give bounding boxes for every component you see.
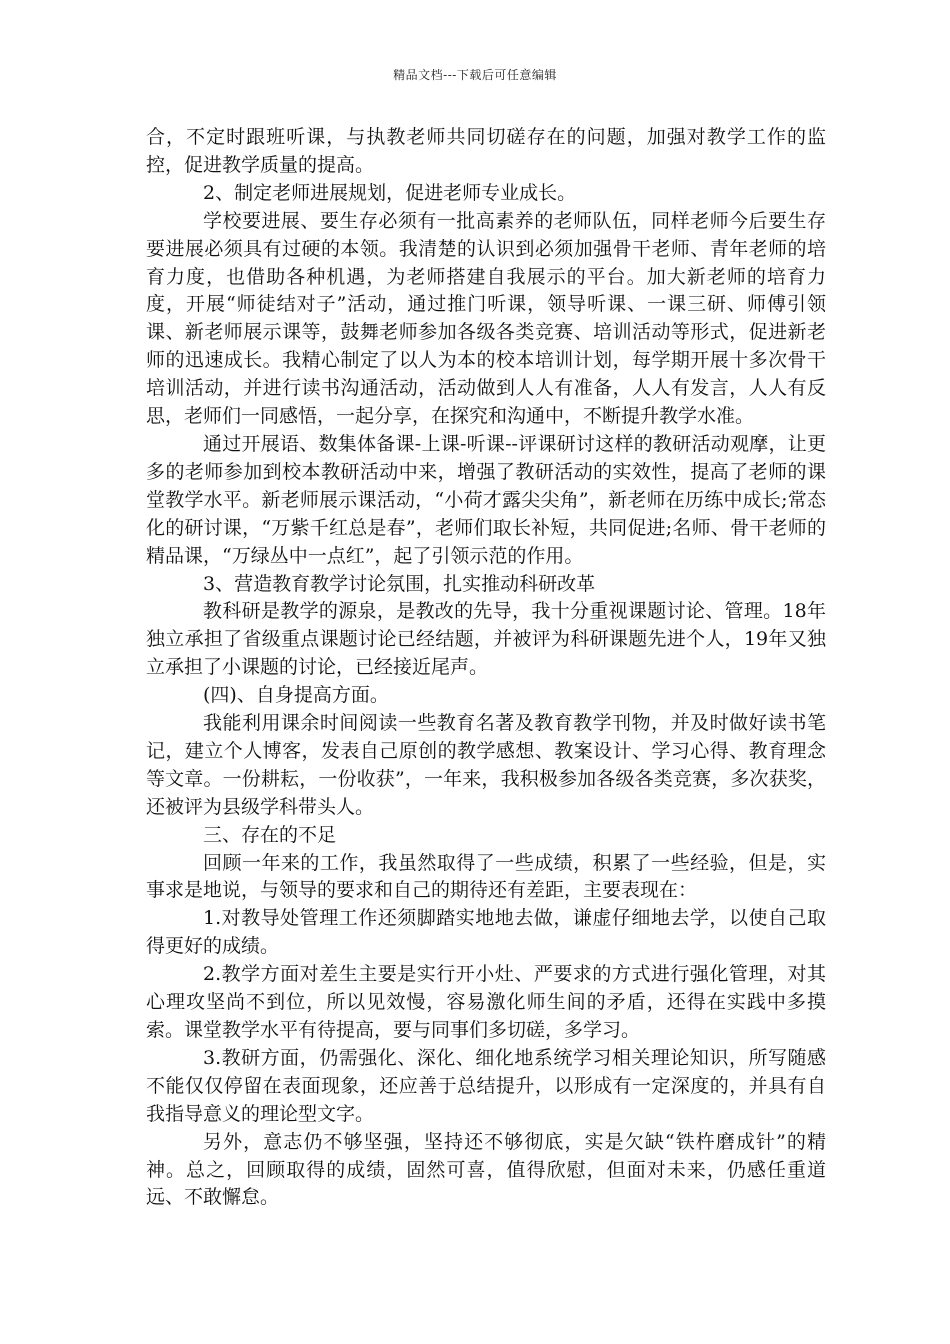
document-body xyxy=(146,124,826,1212)
list-item: 2.教学方面对差生主要是实行开小灶、严要求的方式进行强化管理，对其心理攻坚尚不到位，所以见效慢，容易激化师生间的矛盾，还得在实践中多摸索。课堂教学水平有待提高，要与同事们多切磋，多学习。 xyxy=(146,963,826,1041)
paragraph: 另外，意志仍不够坚强，坚持还不够彻底，实是欠缺“铁杵磨成针”的精神。总之，回顾取得的成绩，固然可喜，值得欣慰，但面对未来，仍感任重道远、不敢懈怠。 xyxy=(146,1130,826,1209)
section-heading: 三、存在的不足 xyxy=(203,823,337,846)
paragraph: 教科研是教学的源泉，是教改的先导，我十分重视课题讨论、管理。18年独立承担了省级重点课题讨论已经结题，并被评为科研课题先进个人，19年又独立承担了小课题的讨论，已经接近尾声。 xyxy=(146,600,826,679)
paragraph: 2、制定老师进展规划，促进老师专业成长。 xyxy=(203,181,577,204)
page-header: 精品文档---下载后可任意编辑 xyxy=(393,68,557,82)
list-item: 1.对教导处管理工作还须脚踏实地地去做，谦虚仔细地去学，以使自己取得更好的成绩。 xyxy=(146,907,826,958)
section-heading: (四)、自身提高方面。 xyxy=(203,684,389,707)
paragraph: 通过开展语、数集体备课-上课-听课--评课研讨这样的教研活动观摩，让更多的老师参加到校本教研活动中来，增强了教研活动的实效性，提高了老师的课堂教学水平。新老师展示课活动，“小荷才露尖尖角”，新老师在历练中成长;常态化的研讨课，“万紫千红总是春”，老师们取长补短，共同促进;名师、骨干老师的精品课，“万绿丛中一点红”，起了引领示范的作用。 xyxy=(146,432,826,567)
paragraph: 合，不定时跟班听课，与执教老师共同切磋存在的问题，加强对教学工作的监控，促进教学质量的提高。 xyxy=(146,126,826,176)
paragraph: 学校要进展、要生存必须有一批高素养的老师队伍，同样老师今后要生存要进展必须具有过硬的本领。我清楚的认识到必须加强骨干老师、青年老师的培育力度，也借助各种机遇，为老师搭建自我展示的平台。加大新老师的培育力度，开展“师徒结对子”活动，通过推门听课，领导听课、一课三研、师傅引领课、新老师展示课等，鼓舞老师参加各级各类竞赛、培训活动等形式，促进新老师的迅速成长。我精心制定了以人为本的校本培训计划，每学期开展十多次骨干培训活动，并进行读书沟通活动，活动做到人人有准备，人人有发言，人人有反思，老师们一同感悟，一起分享，在探究和沟通中，不断提升教学水准。 xyxy=(146,209,826,428)
paragraph: 回顾一年来的工作，我虽然取得了一些成绩，积累了一些经验，但是，实事求是地说，与领导的要求和自己的期待还有差距，主要表现在： xyxy=(146,851,826,902)
paragraph: 我能利用课余时间阅读一些教育名著及教育教学刊物，并及时做好读书笔记，建立个人博客，发表自己原创的教学感想、教案设计、学习心得、教育理念等文章。一份耕耘，一份收获”，一年来，我积极参加各级各类竞赛，多次获奖，还被评为县级学科带头人。 xyxy=(146,712,826,818)
section-heading: 3、营造教育教学讨论氛围，扎实推动科研改革 xyxy=(203,572,596,595)
list-item: 3.教研方面，仍需强化、深化、细化地系统学习相关理论知识，所写随感不能仅仅停留在表面现象，还应善于总结提升，以形成有一定深度的，并具有自我指导意义的理论型文字。 xyxy=(146,1046,826,1125)
